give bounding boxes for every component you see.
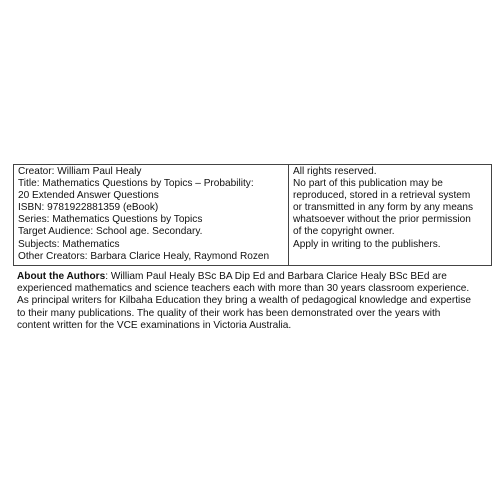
copyright-line: reproduced, stored in a retrieval system [293, 190, 471, 202]
about-text-line: As principal writers for Kilbaha Education they bring a wealth of pedagogical knowledge and expertise [17, 295, 471, 307]
copyright-line: All rights reserved. [293, 166, 377, 177]
other-creators-line: Other Creators: Barbara Clarice Healy, Raymond Rozen [18, 250, 270, 262]
copyright-notice-cell [289, 165, 492, 266]
copyright-line: whatsoever without the prior permission [293, 214, 471, 226]
about-text-line: experienced mathematics and science teachers each with more than 30 years classroom experience. [17, 283, 470, 295]
copyright-line: No part of this publication may be [293, 178, 443, 190]
title-continued-line: 20 Extended Answer Questions [18, 190, 159, 202]
bibliographic-details-cell [14, 165, 289, 266]
about-the-authors-paragraph [17, 271, 489, 332]
isbn-line: ISBN: 9781922881359 (eBook) [18, 202, 159, 214]
about-text-line: : William Paul Healy BSc BA Dip Ed and Barbara Clarice Healy BSc BEd are [105, 271, 447, 282]
title-line: Title: Mathematics Questions by Topics – Probability: [18, 178, 254, 190]
series-line: Series: Mathematics Questions by Topics [18, 214, 203, 226]
copyright-line: of the copyright owner. [293, 226, 395, 238]
creator-line: Creator: William Paul Healy [18, 166, 142, 177]
about-first-line [17, 271, 489, 283]
copyright-line: Apply in writing to the publishers. [293, 238, 441, 250]
about-heading: About the Authors [17, 271, 106, 282]
publication-info-table [13, 164, 492, 266]
about-text-line: to their many publications. The quality of their work has been demonstrated over the years with [17, 307, 441, 319]
copyright-line: or transmitted in any form by any means [293, 202, 474, 214]
table-row [14, 165, 492, 266]
about-text-line: content written for the VCE examinations in Victoria Australia. [17, 319, 292, 331]
target-audience-line: Target Audience: School age. Secondary. [18, 226, 203, 238]
subjects-line: Subjects: Mathematics [18, 238, 120, 250]
